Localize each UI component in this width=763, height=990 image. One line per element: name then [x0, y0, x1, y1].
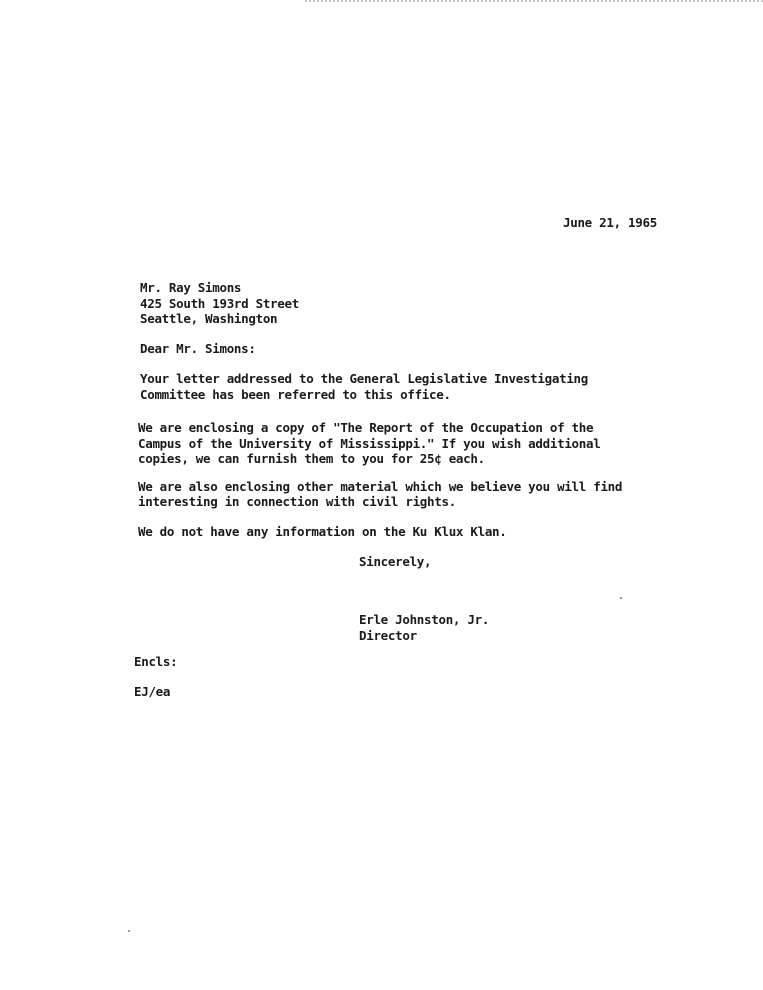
recipient-city: Seattle, Washington — [140, 311, 278, 326]
page-top-edge-dots — [305, 0, 763, 2]
paragraph-3-line-1: We are also enclosing other material which we believe you will find — [138, 479, 623, 494]
closing: Sincerely, — [359, 554, 432, 569]
recipient-name: Mr. Ray Simons — [140, 280, 242, 295]
salutation: Dear Mr. Simons: — [140, 341, 256, 356]
letter-date: June 21, 1965 — [563, 215, 657, 230]
paragraph-1-line-1: Your letter addressed to the General Legislative Investigating — [140, 371, 588, 386]
paragraph-2-line-3: copies, we can furnish them to you for 25¢ each. — [138, 451, 485, 466]
paragraph-2-line-2: Campus of the University of Mississippi." If you wish additional — [138, 436, 601, 451]
reference-initials: EJ/ea — [134, 684, 171, 699]
signer-name: Erle Johnston, Jr. — [359, 612, 490, 627]
scan-speck — [620, 597, 622, 599]
signer-title: Director — [359, 628, 417, 643]
enclosure-notation: Encls: — [134, 654, 178, 669]
scan-speck — [128, 930, 130, 932]
recipient-street: 425 South 193rd Street — [140, 296, 299, 311]
paragraph-3-line-2: interesting in connection with civil rights. — [138, 494, 456, 509]
paragraph-1-line-2: Committee has been referred to this office. — [140, 387, 451, 402]
paragraph-4-line-1: We do not have any information on the Ku Klux Klan. — [138, 524, 507, 539]
paragraph-2-line-1: We are enclosing a copy of "The Report of the Occupation of the — [138, 420, 594, 435]
